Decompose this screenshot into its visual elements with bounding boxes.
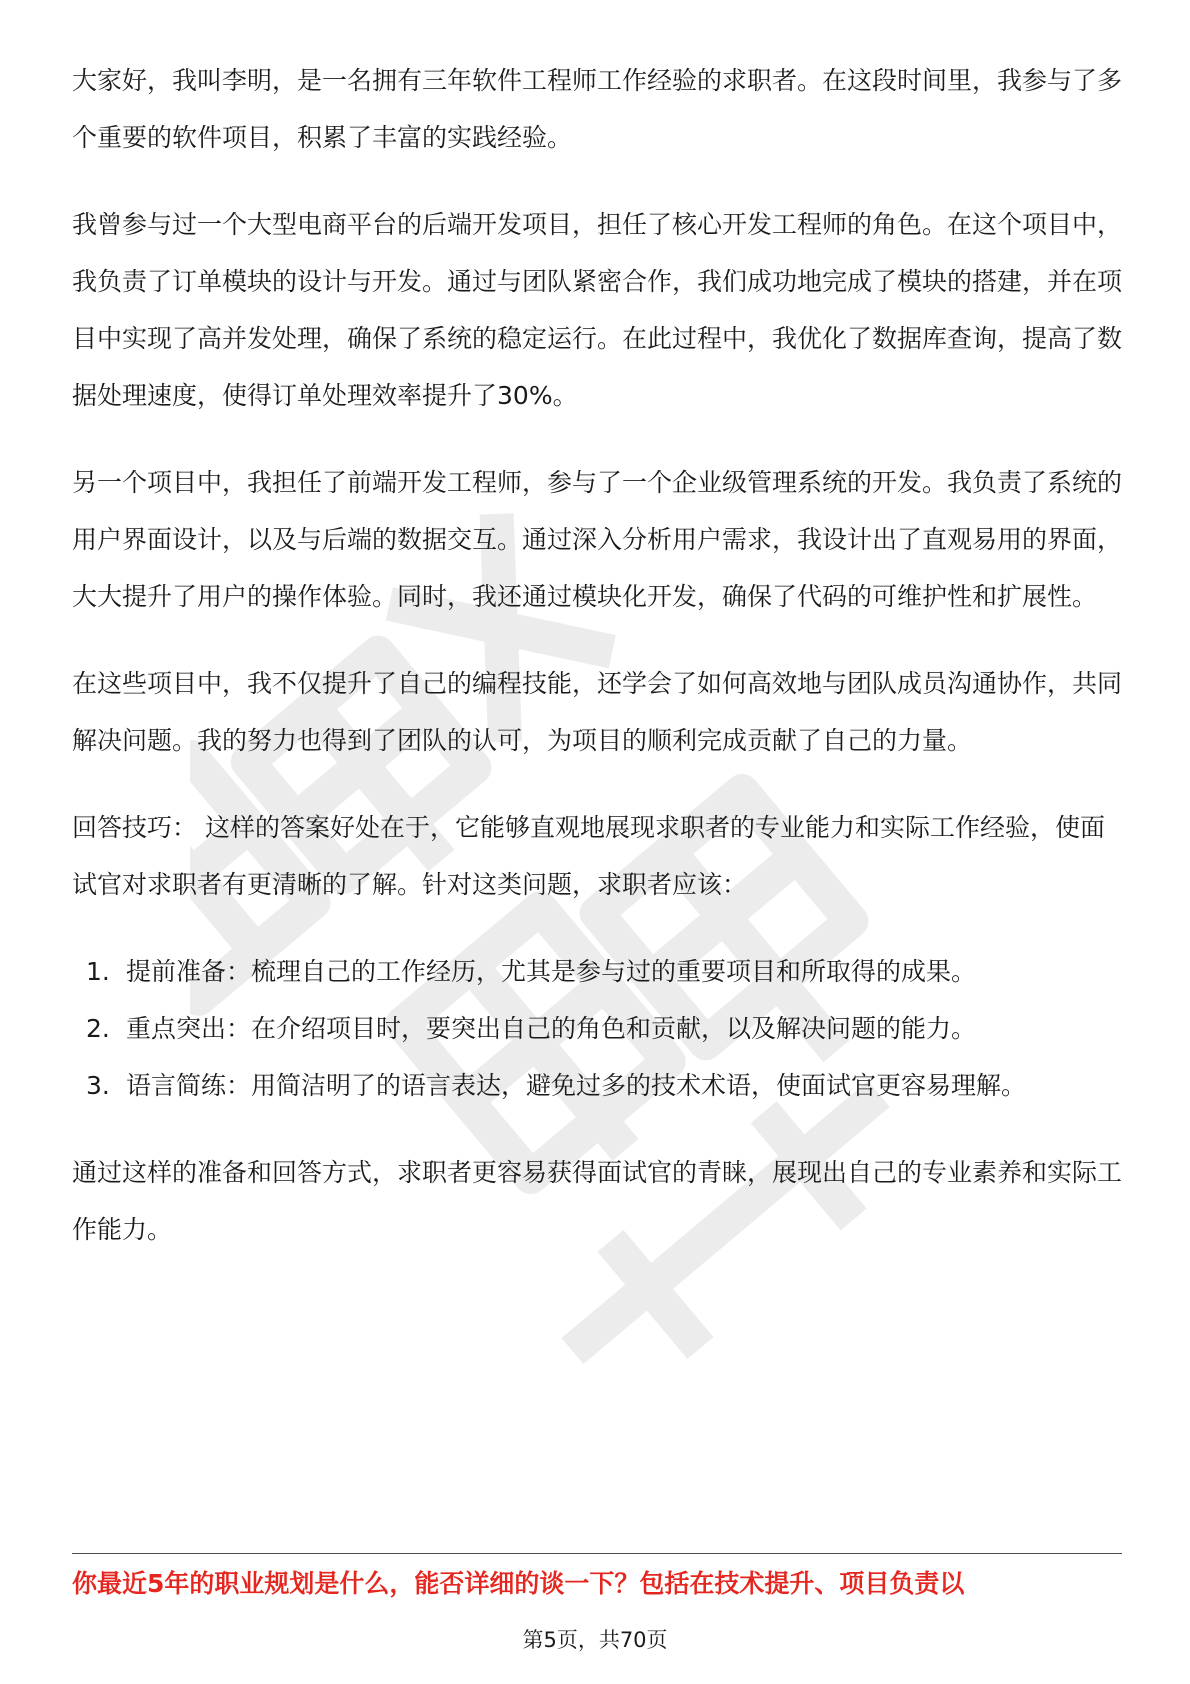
page-number-footer: 第5页，共70页: [522, 1628, 668, 1652]
next-question-heading: 你最近5年的职业规划是什么，能否详细的谈一下？包括在技术提升、项目负责以: [72, 1569, 965, 1598]
paragraph-summary: 在这些项目中，我不仅提升了自己的编程技能，还学会了如何高效地与团队成员沟通协作，共同解决问题。我的努力也得到了团队的认可，为项目的顺利完成贡献了自己的力量。: [72, 669, 1123, 755]
paragraph-answer-tips: 回答技巧： 这样的答案好处在于，它能够直观地展现求职者的专业能力和实际工作经验，使面试官对求职者有更清晰的了解。针对这类问题，求职者应该：: [72, 813, 1105, 899]
list-item: [72, 943, 1122, 1000]
paragraph-closing: 通过这样的准备和回答方式，求职者更容易获得面试官的青睐，展现出自己的专业素养和实际工作能力。: [72, 1158, 1123, 1244]
list-item-number: 1.: [86, 957, 110, 986]
paragraph-frontend-project: 另一个项目中，我担任了前端开发工程师，参与了一个企业级管理系统的开发。我负责了系统的用户界面设计，以及与后端的数据交互。通过深入分析用户需求，我设计出了直观易用的界面，大大提升了用户的操作体验。同时，我还通过模块化开发，确保了代码的可维护性和扩展性。: [72, 468, 1123, 611]
list-item-text: 重点突出：在介绍项目时，要突出自己的角色和贡献，以及解决问题的能力。: [126, 1014, 977, 1043]
list-item-number: 2.: [86, 1014, 110, 1043]
document-body: [72, 52, 1122, 1288]
tips-list: [72, 943, 1122, 1114]
list-item: [72, 1000, 1122, 1057]
section-divider: [72, 1553, 1122, 1554]
list-item-text: 语言简练：用简洁明了的语言表达，避免过多的技术术语，使面试官更容易理解。: [126, 1071, 1027, 1100]
paragraph-intro: 大家好，我叫李明，是一名拥有三年软件工程师工作经验的求职者。在这段时间里，我参与了多个重要的软件项目，积累了丰富的实践经验。: [72, 66, 1123, 152]
list-item-text: 提前准备：梳理自己的工作经历，尤其是参与过的重要项目和所取得的成果。: [126, 957, 977, 986]
list-item-number: 3.: [86, 1071, 110, 1100]
list-item: [72, 1057, 1122, 1114]
paragraph-backend-project: 我曾参与过一个大型电商平台的后端开发项目，担任了核心开发工程师的角色。在这个项目中，我负责了订单模块的设计与开发。通过与团队紧密合作，我们成功地完成了模块的搭建，并在项目中实现了高并发处理，确保了系统的稳定运行。在此过程中，我优化了数据库查询，提高了数据处理速度，使得订单处理效率提升了30%。: [72, 210, 1123, 410]
